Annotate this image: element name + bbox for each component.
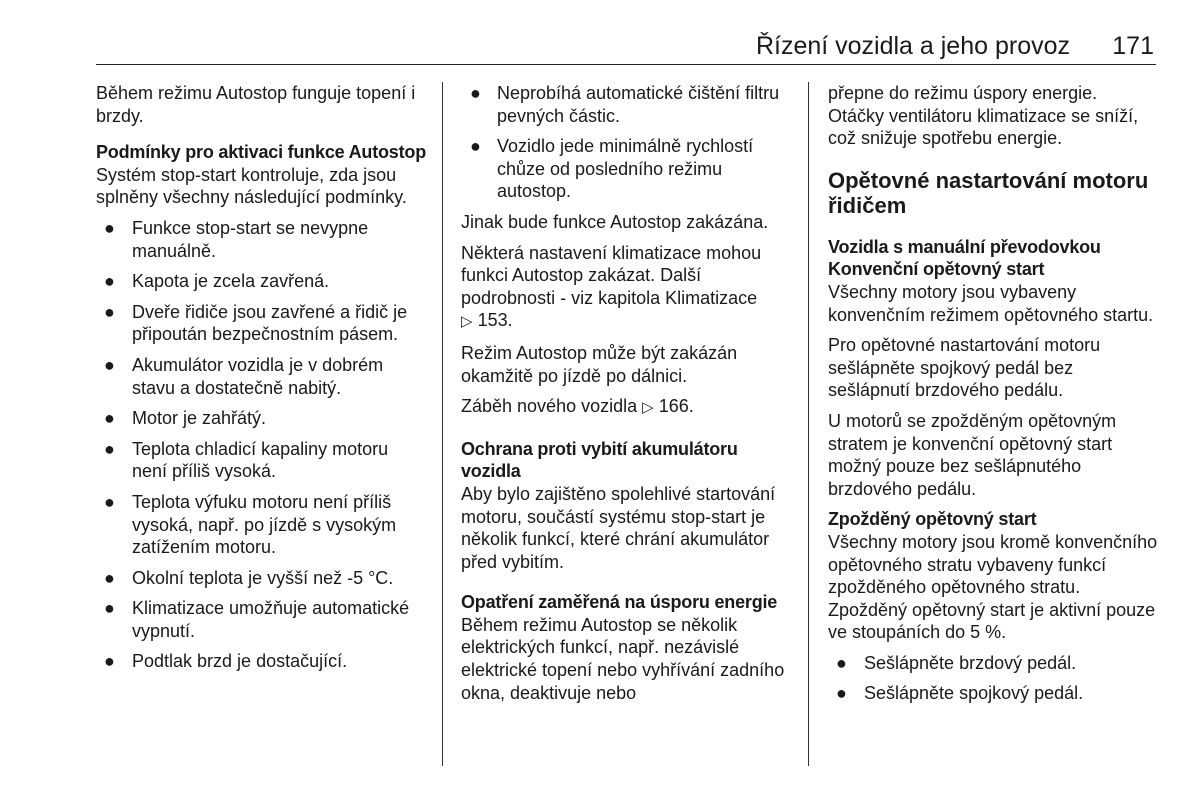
paragraph: Záběh nového vozidla ▷ 166. xyxy=(461,396,694,417)
section-heading: Podmínky pro aktivaci funkce Autostop xyxy=(96,142,426,163)
section-heading: Ochrana proti vybití akumulátoru vozidla xyxy=(461,438,738,482)
paragraph: Systém stop-start kontroluje, zda jsou splněny všechny následující podmínky. xyxy=(96,164,407,208)
page-number: 171 xyxy=(1112,32,1154,60)
bullet-icon: ● xyxy=(470,136,481,157)
bullet-icon: ● xyxy=(104,438,115,459)
list-item: ● Sešlápněte brzdový pedál. xyxy=(836,652,1077,673)
reference-arrow-icon: ▷ xyxy=(642,399,654,417)
column-1 xyxy=(96,82,426,681)
section-heading: Opatření zaměřená na úsporu energie xyxy=(461,592,778,613)
list-item: ● Vozidlo jede minimálně rychlostí chůze od posledního režimu autostop. xyxy=(470,136,754,202)
list-item: ● Teplota chladicí kapaliny motoru není příliš vysoká. xyxy=(104,438,389,482)
list-item: ● Podtlak brzd je dostačující. xyxy=(104,651,348,672)
paragraph: U motorů se zpožděným opětovným stratem je konvenční opětovný start možný pouze bez sešlápnutého brzdového pedálu. xyxy=(828,410,1117,499)
condition-list xyxy=(96,217,426,673)
list-item: ● Klimatizace umožňuje automatické vypnutí. xyxy=(104,598,410,641)
paragraph: Jinak bude funkce Autostop zakázána. xyxy=(461,211,769,232)
bullet-icon: ● xyxy=(104,408,115,429)
paragraph: Během režimu Autostop funguje topení i brzdy. xyxy=(96,83,416,126)
sub-heading: Zpožděný opětovný start xyxy=(828,509,1037,530)
list-item: ● Neprobíhá automatické čištění filtru pevných částic. xyxy=(470,83,780,126)
page-header xyxy=(96,30,1156,65)
column-divider xyxy=(442,82,443,766)
reference-arrow-icon: ▷ xyxy=(461,313,473,331)
bullet-icon: ● xyxy=(104,354,115,375)
list-item: ● Kapota je zcela zavřená. xyxy=(104,271,330,292)
paragraph: Režim Autostop může být zakázán okamžitě po jízdě po dálnici. xyxy=(461,342,738,386)
bullet-icon: ● xyxy=(104,651,115,672)
main-heading: Opětovné nastartování motoru řidičem xyxy=(828,167,1149,218)
bullet-icon: ● xyxy=(104,301,115,322)
column-3 xyxy=(828,82,1158,713)
list-item: ● Teplota výfuku motoru není příliš vysoká, např. po jízdě s vysokým zatížením motoru. xyxy=(104,491,397,558)
list-item: ● Akumulátor vozidla je v dobrém stavu a dostatečně nabitý. xyxy=(104,354,384,398)
condition-list-continued xyxy=(461,82,791,203)
paragraph: přepne do režimu úspory energie. Otáčky ventilátoru klimatizace se sníží, což snižuje spotřebu energie. xyxy=(828,83,1139,149)
bullet-icon: ● xyxy=(470,83,481,103)
bullet-icon: ● xyxy=(104,567,115,588)
bullet-icon: ● xyxy=(104,491,115,512)
sub-heading: Konvenční opětovný start xyxy=(828,259,1045,280)
bullet-icon: ● xyxy=(104,217,115,238)
paragraph: Všechny motory jsou kromě konvenčního opětovného stratu vybaveny funkcí zpožděného opětovného stratu. Zpožděný opětovný start je aktivní pouze ve stoupáních do 5 %. xyxy=(828,531,1158,643)
paragraph: Během režimu Autostop se několik elektrických funkcí, např. nezávislé elektrické topení nebo vyhřívání zadního okna, deaktivuje nebo xyxy=(461,614,785,703)
list-item: ● Sešlápněte spojkový pedál. xyxy=(836,683,1084,704)
page-reference[interactable]: ▷ 166. xyxy=(642,396,694,417)
column-divider xyxy=(808,82,809,766)
list-item: ● Dveře řidiče jsou zavřené a řidič je připoután bezpečnostním pásem. xyxy=(104,301,408,345)
list-item: ● Motor je zahřátý. xyxy=(104,408,267,429)
bullet-icon: ● xyxy=(836,683,847,704)
bullet-icon: ● xyxy=(104,271,115,292)
bullet-icon: ● xyxy=(104,598,115,619)
chapter-title: Řízení vozidla a jeho provoz xyxy=(755,32,1070,60)
paragraph: Všechny motory jsou vybaveny konvenčním režimem opětovného startu. xyxy=(828,281,1154,325)
bullet-icon: ● xyxy=(836,652,847,673)
paragraph: Pro opětovné nastartování motoru sešlápněte spojkový pedál bez sešlápnutí brzdového pedálu. xyxy=(828,335,1101,401)
column-2 xyxy=(461,82,791,712)
list-item: ● Okolní teplota je vyšší než -5 °C. xyxy=(104,567,394,588)
list-item: ● Funkce stop-start se nevypne manuálně. xyxy=(104,217,369,261)
paragraph: Některá nastavení klimatizace mohou funkci Autostop zakázat. Další podrobnosti - viz kapitola Klimatizace ▷ 153. xyxy=(461,242,762,331)
page-reference[interactable]: ▷ 153. xyxy=(461,310,513,331)
sub-heading: Vozidla s manuální převodovkou xyxy=(828,236,1101,257)
step-list xyxy=(828,652,1158,705)
paragraph: Aby bylo zajištěno spolehlivé startování motoru, součástí systému stop-start je několik funkcí, které chrání akumulátor před vybitím. xyxy=(461,483,776,572)
